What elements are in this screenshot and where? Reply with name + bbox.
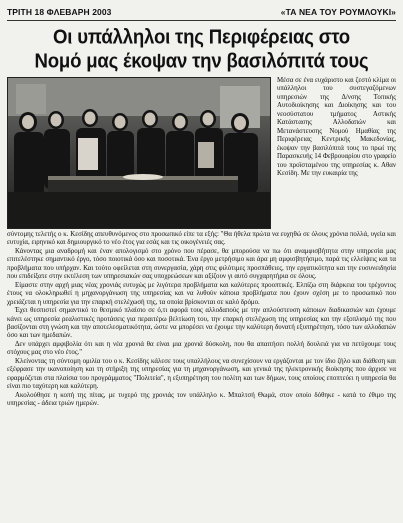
body-paragraph: Κάνοντας μια αναδρομή και έναν απολογισμό στο χρόνο που πέρασε, θα μπορούσα να πω ότι αναμφισβήτητα στην υπηρεσία μας επιτελέστηκε σημαντικό έργο, τόσο ποιοτικά όσο και ποσοτικά. Ένα έργο μετρήσιμο και άρα μη αμφισβητήσιμο, παρά τις ελλείψεις και τα προβλήματα που υπήρχαν. Και τούτο οφείλεται στη συνεργασία, χάρη στις φιλότιμες προσπάθειες, την εργατικότητα και την ευσυνειδησία που επιδείξατε στην εκτέλεση των υπηρεσιακών σας υποχρεώσεων και αξίζουν γι αυτό συγχαρητήρια σε όλους. (7, 247, 396, 281)
publication-name: «ΤΑ ΝΕΑ ΤΟΥ ΡΟΥΜΛΟΥΚΙ» (280, 7, 396, 17)
article-body (7, 231, 396, 409)
group-photo-image (8, 78, 270, 228)
headline-line-1: Οι υπάλληλοι της Περιφέρειας στο (53, 24, 350, 48)
issue-date: ΤΡΙΤΗ 18 ΦΛΕΒΑΡΗ 2003 (7, 7, 112, 17)
headline-line-2: Νομό μας έκοψαν την βασιλόπιτά τους (34, 49, 369, 73)
group-photo (7, 77, 271, 229)
body-paragraph: Έχει θεσπιστεί σημαντικό το θεσμικό πλαίσιο σε ό,τι αφορά τους αλλοδαπούς με την απλούστευση κάποιων διαδικασιών και έχουμε κάνει ως υπηρεσία ρεαλιστικές προτάσεις για περαιτέρω βελτίωση του, την επαρκή στελέχωση της υπηρεσίας και την εξοπλισμό της που βασίζονται στη γνώση και την αποτελεσματικότητα, ώστε να μπορέσει να έχουμε την καλύτερη δυνατή εξυπηρέτηση, τόσο των αλλοδαπών όσο και των ημεδαπών. (7, 307, 396, 340)
side-paragraph: Μέσα σε ένα ευχάριστο και ζεστό κλίμα οι υπάλληλοι του συστεγαζόμενων υπηρεσιών της Δ/νσης Τοπικής Αυτοδιοίκησης και Διοίκησης και του νεοσύστατου τμήματος Αστικής Κατάστασης Αλλοδαπών και Μετανάστευσης Νομού Ημαθίας της Περιφέρειας Κεντρικής Μακεδονίας, έκοψαν την βασιλόπιτά τους το πρωί της Παρασκευής 14 Φεβρουαρίου στο γραφείο του προϊσταμένου της υπηρεσίας κ. Αθαν Κεσίδη. Με την ευκαιρία της (277, 77, 396, 177)
photo-row (7, 77, 396, 229)
masthead (7, 6, 396, 21)
body-paragraph: Ακολούθησε η κοπή της πίτας, με τυχερό της χρονιάς τον υπάλληλο κ. Μπαλτσή Θωμά, στον οποίο δόθηκε - κατά το έθιμο της υπηρεσίας - άδεια τριών ημερών. (7, 391, 396, 408)
body-paragraph: σύντομης τελετής ο κ. Κεσίδης απευθυνόμενος στο προσωπικό είπε τα εξής: "Θα ήθελα πρώτα να ευχηθώ σε όλους χρόνια πολλά, υγεία και ευτυχία, ειρηνικό και δημιουργικό το νέο έτος για εσάς και τις οικογένειές σας. (7, 231, 396, 247)
body-paragraph: Είμαστε στην αρχή μιας νέας χρονιάς ευτυχώς με λιγότερα προβλήματα και καλύτερες προοπτικές. Ελπίζω στη διάρκεια του τρέχοντος έτους να ολοκληρωθεί η μηχανοργάνωση της υπηρεσίας και να λυθούν κάποια προβλήματα που έχουν σχέση με το προσωπικό που χρειάζεται η υπηρεσία για την επαρκή στελέχωσή της, τα οποία βρίσκονται σε καλό δρόμο. (7, 281, 396, 306)
article-headline (7, 25, 396, 73)
article-side-column (277, 77, 396, 229)
body-paragraph: Κλείνοντας τη σύντομη ομιλία του ο κ. Κεσίδης κάλεσε τους υπαλλήλους να συνεχίσουν να εργάζονται με τον ίδιο ζήλο και διάθεση και εξέφρασε την ικανοποίηση και τη στήριξη της υπηρεσίας για τη μηχανοργάνωση, και γενικά της ηλεκτρονικής διοίκησης που άρχισε να εφαρμόζεται στα πλαίσια του προγράμματος "Πολιτεία", η εξυπηρέτηση του πολίτη και των δήμων, τους οποίους εποπτεύει η υπηρεσία θα είναι πιο ταχύτερη και καλύτερη. (7, 357, 396, 391)
body-paragraph: Δεν υπάρχει αμφιβολία ότι και η νέα χρονιά θα είναι μια χρονιά δύσκολη, που θα απαιτήσει πολλή δουλειά για να πετύχουμε τους στόχους μας στο νέο έτος." (7, 340, 396, 357)
